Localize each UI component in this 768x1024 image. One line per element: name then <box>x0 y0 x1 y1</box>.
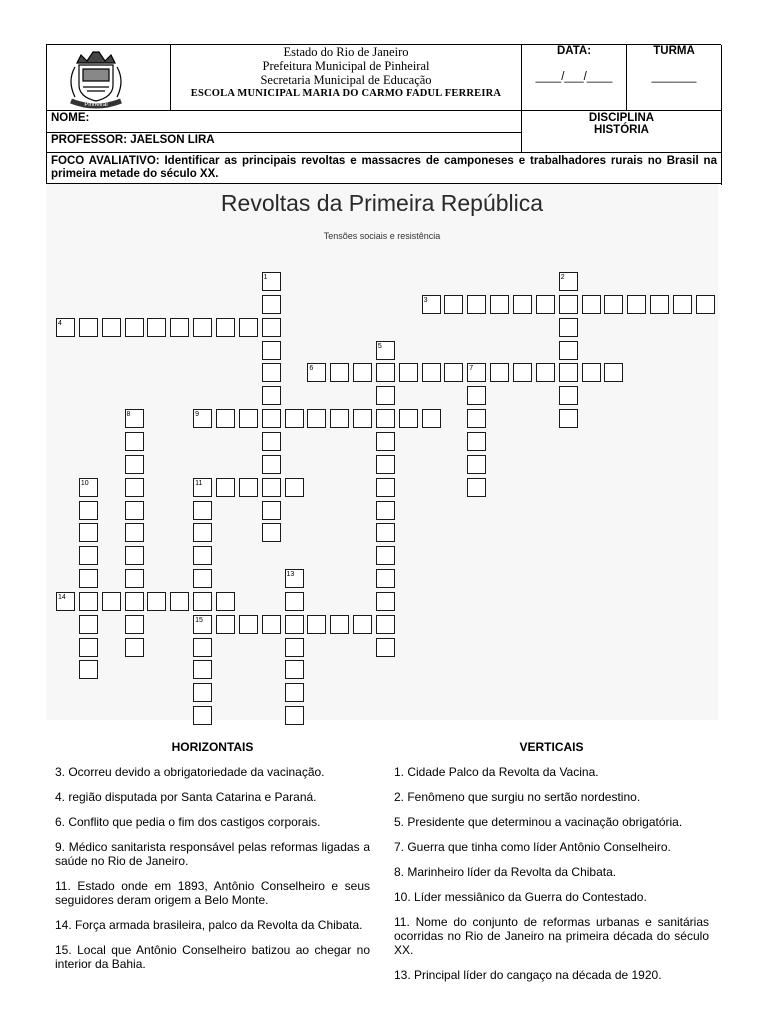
clue-h-15: 15. Local que Antônio Conselheiro batizou ao chegar no interior da Bahia. <box>55 943 370 971</box>
clue-v-2: 2. Fenômeno que surgiu no sertão nordestino. <box>394 790 641 804</box>
crossword-cell[interactable] <box>559 318 578 337</box>
crossword-cell[interactable] <box>467 478 486 497</box>
school-title-block <box>171 45 522 111</box>
crossword-cell[interactable] <box>125 546 144 565</box>
svg-text:Pinheiral: Pinheiral <box>84 102 108 108</box>
header-table <box>46 44 721 184</box>
crossword-cell[interactable] <box>239 318 258 337</box>
crossword-cell[interactable] <box>467 386 486 405</box>
crossword-cell[interactable] <box>582 363 601 382</box>
date-label: DATA: <box>556 45 592 57</box>
crossword-cell[interactable] <box>559 386 578 405</box>
crossword-cell[interactable] <box>216 592 235 611</box>
crossword-cell[interactable] <box>399 363 418 382</box>
name-field[interactable]: NOME: <box>47 111 522 133</box>
clue-v-13: 13. Principal líder do cangaço na década de 1920. <box>394 968 662 982</box>
vertical-clues <box>394 740 709 993</box>
horizontal-heading: HORIZONTAIS <box>171 740 254 754</box>
crossword-cell[interactable] <box>79 501 98 520</box>
crossword-cell[interactable] <box>422 363 441 382</box>
crossword-cell[interactable] <box>79 318 98 337</box>
crossword-cell[interactable] <box>239 478 258 497</box>
crossword-cell[interactable] <box>627 295 646 314</box>
clue-v-7: 7. Guerra que tinha como líder Antônio Conselheiro. <box>394 840 671 854</box>
clue-v-8: 8. Marinheiro líder da Revolta da Chibata. <box>394 865 617 879</box>
crossword-cell[interactable] <box>79 569 98 588</box>
crossword-cell[interactable] <box>79 592 98 611</box>
crossword-cell[interactable] <box>125 638 144 657</box>
crossword-cell[interactable] <box>376 615 395 634</box>
crossword-cell[interactable] <box>285 706 304 725</box>
date-blank: ____/___/____ <box>535 71 613 83</box>
crossword-cell[interactable] <box>79 660 98 679</box>
crossword-cell[interactable] <box>376 363 395 382</box>
crossword-cell[interactable] <box>467 432 486 451</box>
crossword-cell[interactable] <box>79 615 98 634</box>
crossword-cell[interactable] <box>147 592 166 611</box>
clue-number: 9 <box>195 411 199 419</box>
crossword-cell[interactable] <box>193 592 212 611</box>
crossword-cell[interactable] <box>79 523 98 542</box>
clue-number: 13 <box>286 571 295 579</box>
puzzle-title: Revoltas da Primeira República <box>220 190 544 216</box>
crossword-cell[interactable] <box>216 615 235 634</box>
crossword-cell[interactable] <box>125 569 144 588</box>
crossword-cell[interactable] <box>170 318 189 337</box>
crossword-cell[interactable] <box>467 455 486 474</box>
clue-h-6: 6. Conflito que pedia o fim dos castigos corporais. <box>55 815 321 829</box>
crossword-cell[interactable] <box>353 615 372 634</box>
crossword-cell[interactable] <box>376 523 395 542</box>
crossword-cell[interactable] <box>193 546 212 565</box>
crossword-cell[interactable] <box>376 432 395 451</box>
crossword-cell[interactable] <box>285 478 304 497</box>
crossword-cell[interactable] <box>536 363 555 382</box>
clue-h-4: 4. região disputada por Santa Catarina e Paraná. <box>55 790 317 804</box>
crossword-cell[interactable] <box>125 318 144 337</box>
subject-label: DISCIPLINA <box>588 112 655 124</box>
crossword-cell[interactable] <box>330 409 349 428</box>
clue-number: 10 <box>80 479 89 487</box>
crossword-cell[interactable] <box>513 363 532 382</box>
horizontal-clues <box>55 740 370 982</box>
crossword-cell[interactable] <box>444 363 463 382</box>
crossword-puzzle <box>46 184 718 720</box>
crossword-cell[interactable] <box>193 523 212 542</box>
focus-text: Identificar as principais revoltas e massacres de camponeses e trabalhadores rurais no Brasil na primeira metade do século XX. <box>51 155 717 180</box>
crossword-cell[interactable] <box>102 318 121 337</box>
crossword-cell[interactable] <box>125 478 144 497</box>
prefecture-line: Prefeitura Municipal de Pinheiral <box>262 59 430 73</box>
crossword-cell[interactable] <box>490 295 509 314</box>
crossword-cell[interactable] <box>102 592 121 611</box>
crossword-cell[interactable] <box>262 432 281 451</box>
crossword-cell[interactable] <box>193 569 212 588</box>
crossword-cell[interactable] <box>239 615 258 634</box>
crossword-cell[interactable] <box>513 295 532 314</box>
crossword-cell[interactable] <box>376 455 395 474</box>
crossword-cell[interactable] <box>285 615 304 634</box>
crossword-cell[interactable] <box>353 409 372 428</box>
crossword-cell[interactable] <box>262 478 281 497</box>
crossword-cell[interactable] <box>125 455 144 474</box>
crossword-cell[interactable] <box>125 592 144 611</box>
crossword-cell[interactable] <box>536 295 555 314</box>
class-label: TURMA <box>653 45 695 57</box>
crossword-cell[interactable] <box>604 295 623 314</box>
crossword-cell[interactable] <box>376 638 395 657</box>
class-blank: _______ <box>651 71 697 83</box>
crossword-cell[interactable] <box>79 546 98 565</box>
crossword-cell[interactable] <box>262 455 281 474</box>
crossword-cell[interactable] <box>307 615 326 634</box>
crossword-cell[interactable] <box>604 363 623 382</box>
crossword-cell[interactable] <box>422 409 441 428</box>
clue-number: 3 <box>423 296 428 304</box>
municipal-crest <box>47 45 171 111</box>
subject-value: HISTÓRIA <box>594 124 649 136</box>
crossword-cell[interactable] <box>330 615 349 634</box>
crossword-cell[interactable] <box>559 341 578 360</box>
crossword-cell[interactable] <box>376 501 395 520</box>
school-name: ESCOLA MUNICIPAL MARIA DO CARMO FADUL FERREIRA <box>190 88 502 99</box>
state-line: Estado do Rio de Janeiro <box>283 45 409 59</box>
crossword-cell[interactable] <box>147 318 166 337</box>
crossword-cell[interactable] <box>193 501 212 520</box>
focus-label: FOCO AVALIATIVO: <box>51 155 160 167</box>
crossword-cell[interactable] <box>376 478 395 497</box>
clue-h-11: 11. Estado onde em 1893, Antônio Conselheiro e seus seguidores deram origem a Belo Monte. <box>55 879 370 907</box>
crossword-cell[interactable] <box>193 683 212 702</box>
crossword-cell[interactable] <box>262 615 281 634</box>
crossword-cell[interactable] <box>285 409 304 428</box>
crossword-cell[interactable] <box>399 409 418 428</box>
crossword-cell[interactable] <box>285 683 304 702</box>
crossword-cell[interactable] <box>559 363 578 382</box>
crossword-cell[interactable] <box>262 523 281 542</box>
clue-number: 7 <box>469 365 474 373</box>
crest-icon <box>47 45 171 111</box>
crossword-cell[interactable] <box>559 295 578 314</box>
crossword-cell[interactable] <box>467 295 486 314</box>
crossword-cell[interactable] <box>376 569 395 588</box>
clue-number: 2 <box>560 274 565 281</box>
date-field[interactable] <box>522 45 627 111</box>
clue-number: 1 <box>263 274 268 281</box>
crossword-cell[interactable] <box>696 295 715 314</box>
clue-number: 15 <box>195 616 203 624</box>
clue-v-5: 5. Presidente que determinou a vacinação obrigatória. <box>394 815 683 829</box>
crossword-cell[interactable] <box>170 592 189 611</box>
class-field[interactable] <box>627 45 722 111</box>
crossword-cell[interactable] <box>125 501 144 520</box>
crossword-cell[interactable] <box>376 386 395 405</box>
crossword-cell[interactable] <box>216 478 235 497</box>
puzzle-subtitle: Tensões sociais e resistência <box>323 231 441 241</box>
crossword-cell[interactable] <box>239 409 258 428</box>
clue-number: 4 <box>58 319 62 327</box>
secretariat-line: Secretaria Municipal de Educação <box>260 73 432 87</box>
crossword-cell[interactable] <box>79 638 98 657</box>
clue-number: 14 <box>58 593 66 601</box>
crossword-cell[interactable] <box>262 318 281 337</box>
crossword-cell[interactable] <box>376 592 395 611</box>
crossword-cell[interactable] <box>376 409 395 428</box>
subject-field <box>522 111 722 153</box>
clue-h-9: 9. Médico sanitarista responsável pelas reformas ligadas a saúde no Rio de Janeiro. <box>55 840 370 868</box>
crossword-cell[interactable] <box>193 706 212 725</box>
crossword-cell[interactable] <box>673 295 692 314</box>
crossword-cell[interactable] <box>193 638 212 657</box>
clue-h-3: 3. Ocorreu devido a obrigatoriedade da vacinação. <box>55 765 325 779</box>
crossword-cell[interactable] <box>125 523 144 542</box>
crossword-cell[interactable] <box>490 363 509 382</box>
crossword-cell[interactable] <box>262 501 281 520</box>
crossword-cell[interactable] <box>125 432 144 451</box>
crossword-cell[interactable] <box>330 363 349 382</box>
crossword-cell[interactable] <box>262 295 281 314</box>
crossword-cell[interactable] <box>193 318 212 337</box>
clue-number: 11 <box>195 479 203 487</box>
crossword-cell[interactable] <box>262 341 281 360</box>
teacher-line: PROFESSOR: JAELSON LIRA <box>47 133 522 153</box>
clue-v-11: 11. Nome do conjunto de reformas urbanas e sanitárias ocorridas no Rio de Janeiro na primeira década do século XX. <box>394 915 709 957</box>
crossword-cell[interactable] <box>262 409 281 428</box>
crossword-cell[interactable] <box>376 546 395 565</box>
clue-h-14: 14. Força armada brasileira, palco da Revolta da Chibata. <box>55 918 363 932</box>
crossword-cell[interactable] <box>353 363 372 382</box>
crossword-cell[interactable] <box>216 318 235 337</box>
crossword-cell[interactable] <box>307 409 326 428</box>
crossword-cell[interactable] <box>285 660 304 679</box>
clue-number: 8 <box>126 411 131 419</box>
crossword-cell[interactable] <box>467 409 486 428</box>
crossword-cell[interactable] <box>444 295 463 314</box>
vertical-heading: VERTICAIS <box>519 740 584 754</box>
crossword-cell[interactable] <box>125 615 144 634</box>
crossword-cell[interactable] <box>559 409 578 428</box>
clue-v-1: 1. Cidade Palco da Revolta da Vacina. <box>394 765 599 779</box>
crossword-cell[interactable] <box>650 295 669 314</box>
crossword-cell[interactable] <box>582 295 601 314</box>
clue-number: 6 <box>309 365 314 373</box>
crossword-cell[interactable] <box>216 409 235 428</box>
clue-v-10: 10. Líder messiânico da Guerra do Contestado. <box>394 890 647 904</box>
clue-number: 5 <box>377 342 382 350</box>
crossword-cell[interactable] <box>285 638 304 657</box>
crossword-cell[interactable] <box>262 363 281 382</box>
assessment-focus <box>47 153 722 185</box>
crossword-cell[interactable] <box>193 660 212 679</box>
crossword-cell[interactable] <box>262 386 281 405</box>
crossword-cell[interactable] <box>285 592 304 611</box>
